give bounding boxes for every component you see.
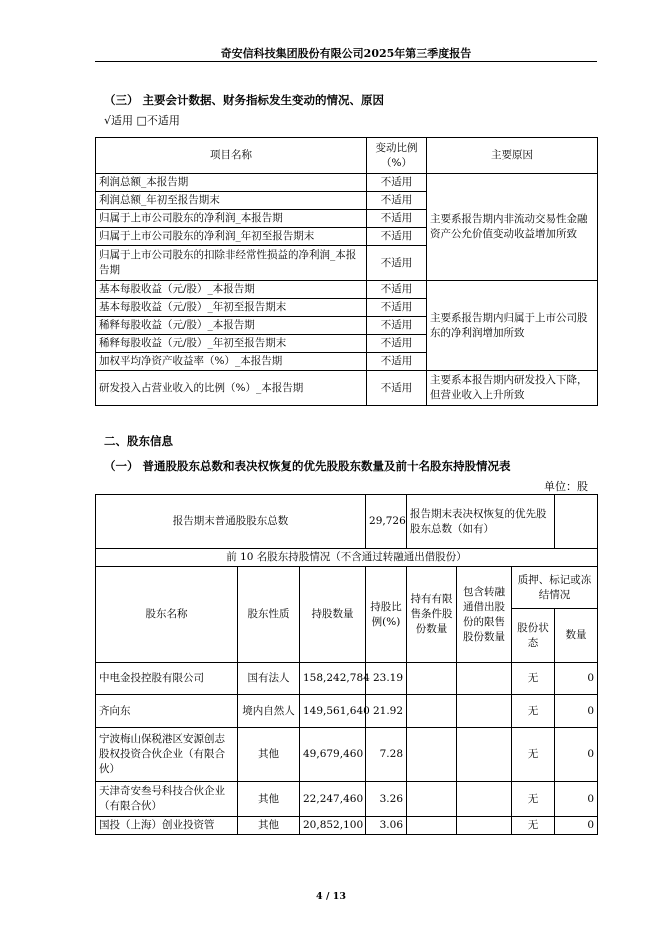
shareholder-status: 无 xyxy=(512,782,555,817)
row-reason: 主要系报告期内非流动交易性金融资产公允价值变动收益增加所致 xyxy=(427,174,598,281)
shareholders-table xyxy=(95,494,598,835)
shareholder-name: 国投（上海）创业投资管 xyxy=(96,817,238,835)
shareholder-lending xyxy=(457,663,512,695)
shareholder-shares: 20,852,100 xyxy=(300,817,366,835)
row-ratio: 不适用 xyxy=(367,371,427,406)
shareholder-shares: 49,679,460 xyxy=(300,728,366,782)
header-reason: 主要原因 xyxy=(427,138,598,174)
row-ratio: 不适用 xyxy=(367,228,427,246)
header-lending: 包含转融通借出股份的限售股份数量 xyxy=(457,567,512,663)
total-shareholders-value: 29,726 xyxy=(366,495,407,549)
row-reason: 主要系报告期内归属于上市公司股东的净利润增加所致 xyxy=(427,281,598,371)
row-item: 加权平均净资产收益率（%）_本报告期 xyxy=(96,353,367,371)
shareholder-restricted xyxy=(407,728,457,782)
row-item: 归属于上市公司股东的净利润_本报告期 xyxy=(96,210,367,228)
row-item: 基本每股收益（元/股）_年初至报告期末 xyxy=(96,299,367,317)
row-reason: 主要系本报告期内研发投入下降，但营业收入上升所致 xyxy=(427,371,598,406)
shareholder-section-heading: 二、股东信息 xyxy=(104,434,173,448)
shareholder-subheading: （一） 普通股股东总数和表决权恢复的优先股股东数量及前十名股东持股情况表 xyxy=(104,459,511,473)
shareholder-status: 无 xyxy=(512,663,555,695)
shareholder-name: 中电金投控股有限公司 xyxy=(96,663,238,695)
shareholder-nature: 其他 xyxy=(238,782,300,817)
applicability-options: √适用 □不适用 xyxy=(104,114,180,127)
shareholder-shares: 22,247,460 xyxy=(300,782,366,817)
row-item: 利润总额_本报告期 xyxy=(96,174,367,192)
row-item: 稀释每股收益（元/股）_年初至报告期末 xyxy=(96,335,367,353)
row-ratio: 不适用 xyxy=(367,246,427,281)
shareholder-restricted xyxy=(407,782,457,817)
shareholder-lending xyxy=(457,782,512,817)
header-item: 项目名称 xyxy=(96,138,367,174)
header-quantity: 数量 xyxy=(555,609,598,663)
shareholder-name: 宁波梅山保税港区安源创志股权投资合伙企业（有限合伙） xyxy=(96,728,238,782)
shareholder-restricted xyxy=(407,663,457,695)
unit-label: 单位：股 xyxy=(544,480,588,493)
header-pledge: 质押、标记或冻结情况 xyxy=(512,567,598,609)
total-shareholders-label: 报告期末普通股股东总数 xyxy=(96,495,366,549)
header-restricted: 持有有限售条件股份数量 xyxy=(407,567,457,663)
shareholder-shares: 149,561,640 xyxy=(300,695,366,728)
shareholder-shares: 158,242,784 xyxy=(300,663,366,695)
row-item: 稀释每股收益（元/股）_本报告期 xyxy=(96,317,367,335)
row-ratio: 不适用 xyxy=(367,317,427,335)
header-name: 股东名称 xyxy=(96,567,238,663)
row-ratio: 不适用 xyxy=(367,281,427,299)
shareholder-pct: 7.28 xyxy=(366,728,407,782)
shareholder-lending xyxy=(457,817,512,835)
shareholder-name: 齐向东 xyxy=(96,695,238,728)
row-item: 归属于上市公司股东的净利润_年初至报告期末 xyxy=(96,228,367,246)
page-number: 4 / 13 xyxy=(316,891,346,902)
shareholder-status: 无 xyxy=(512,728,555,782)
preferred-shareholders-label: 报告期末表决权恢复的优先股股东总数（如有） xyxy=(407,495,555,549)
shareholder-pct: 23.19 xyxy=(366,663,407,695)
shareholder-pct: 21.92 xyxy=(366,695,407,728)
row-item: 研发投入占营业收入的比例（%）_本报告期 xyxy=(96,371,367,406)
row-ratio: 不适用 xyxy=(367,210,427,228)
shareholder-pct: 3.26 xyxy=(366,782,407,817)
preferred-shareholders-value xyxy=(555,495,598,549)
shareholder-qty: 0 xyxy=(555,695,598,728)
shareholder-qty: 0 xyxy=(555,728,598,782)
shareholder-status: 无 xyxy=(512,695,555,728)
header-percentage: 持股比例(%) xyxy=(366,567,407,663)
header-divider xyxy=(95,61,597,62)
row-ratio: 不适用 xyxy=(367,192,427,210)
shareholder-restricted xyxy=(407,817,457,835)
shareholder-nature: 其他 xyxy=(238,817,300,835)
shareholder-lending xyxy=(457,695,512,728)
row-item: 利润总额_年初至报告期末 xyxy=(96,192,367,210)
shareholder-lending xyxy=(457,728,512,782)
shareholder-qty: 0 xyxy=(555,782,598,817)
row-ratio: 不适用 xyxy=(367,353,427,371)
row-ratio: 不适用 xyxy=(367,299,427,317)
row-ratio: 不适用 xyxy=(367,174,427,192)
shareholder-nature: 境内自然人 xyxy=(238,695,300,728)
shareholder-pct: 3.06 xyxy=(366,817,407,835)
header-ratio: 变动比例（%） xyxy=(367,138,427,174)
shareholder-status: 无 xyxy=(512,817,555,835)
top10-title: 前 10 名股东持股情况（不含通过转融通出借股份） xyxy=(96,549,598,567)
row-item: 基本每股收益（元/股）_本报告期 xyxy=(96,281,367,299)
header-nature: 股东性质 xyxy=(238,567,300,663)
changes-table xyxy=(95,137,598,406)
row-ratio: 不适用 xyxy=(367,335,427,353)
page-header-title: 奇安信科技集团股份有限公司2025年第三季度报告 xyxy=(220,47,472,60)
shareholder-nature: 其他 xyxy=(238,728,300,782)
shareholder-restricted xyxy=(407,695,457,728)
header-status: 股份状态 xyxy=(512,609,555,663)
header-shares: 持股数量 xyxy=(300,567,366,663)
row-item: 归属于上市公司股东的扣除非经常性损益的净利润_本报告期 xyxy=(96,246,367,281)
shareholder-name: 天津奇安叁号科技合伙企业（有限合伙） xyxy=(96,782,238,817)
section-heading: （三） 主要会计数据、财务指标发生变动的情况、原因 xyxy=(104,93,385,107)
shareholder-qty: 0 xyxy=(555,663,598,695)
shareholder-nature: 国有法人 xyxy=(238,663,300,695)
shareholder-qty: 0 xyxy=(555,817,598,835)
